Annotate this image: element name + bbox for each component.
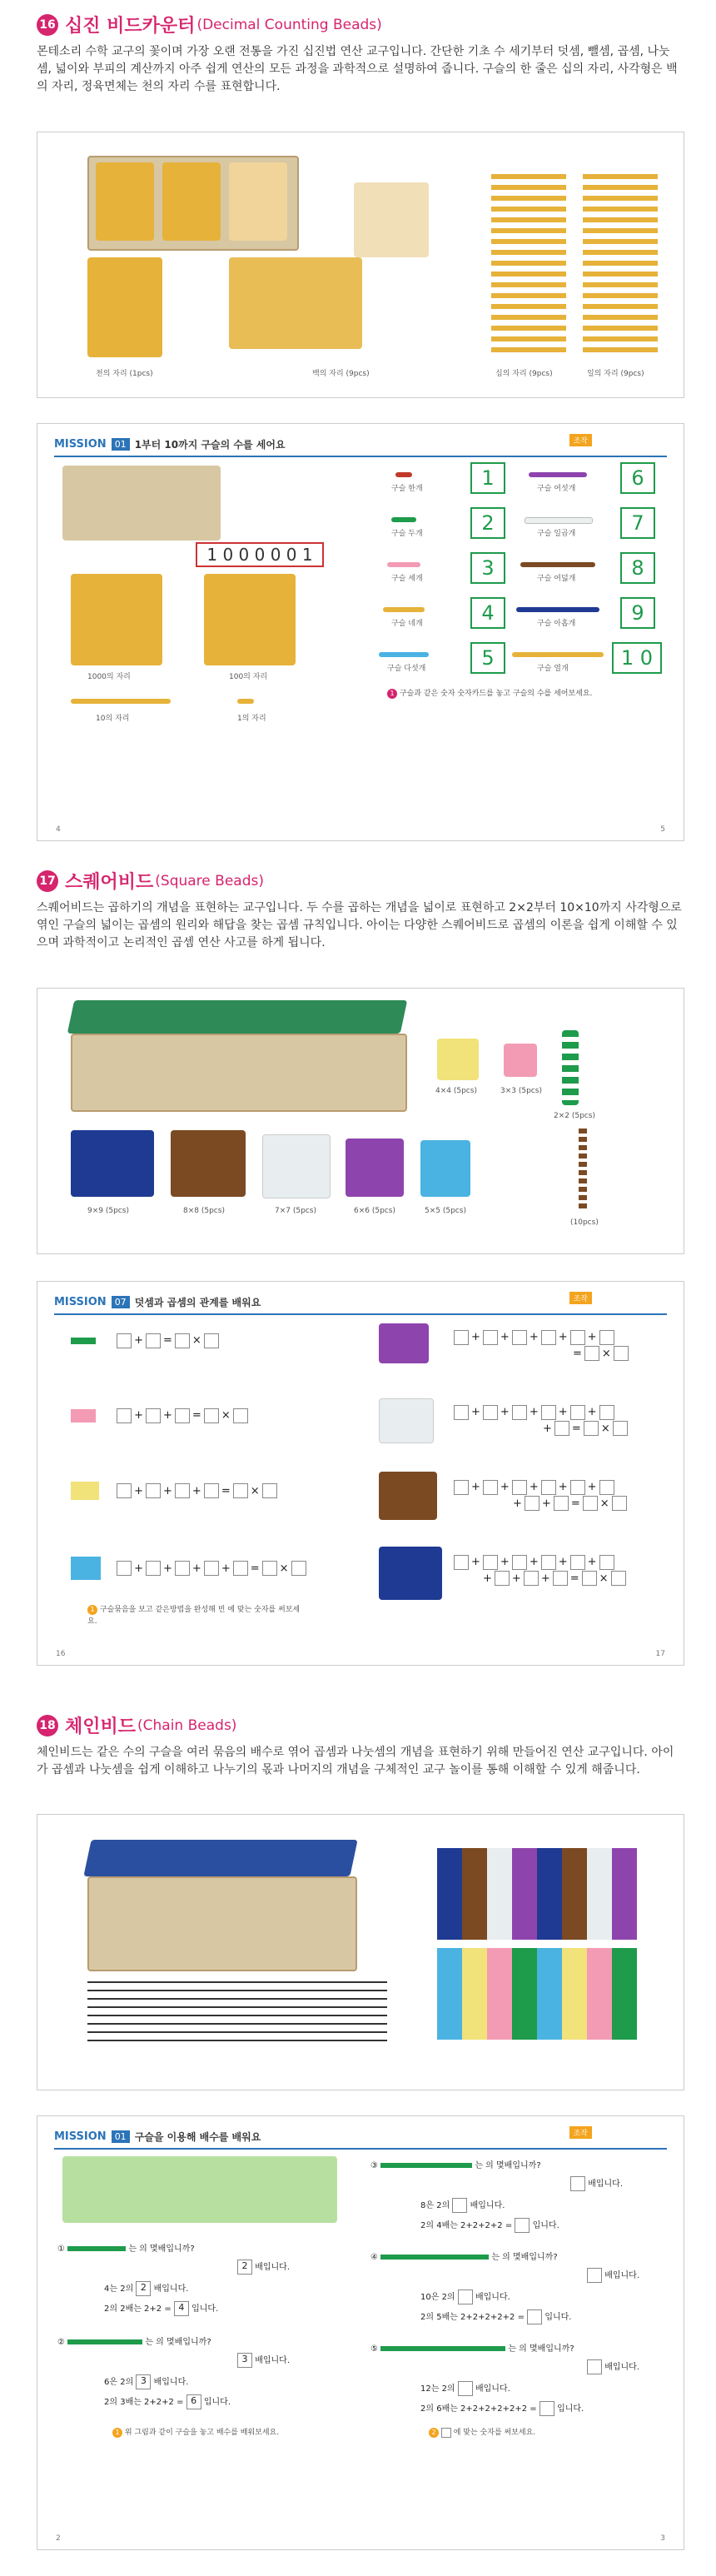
photo-label: 4×4 (5pcs) [435, 1087, 477, 1095]
photo-label: 천의 자리 (1pcs) [96, 370, 153, 378]
one-bead [237, 699, 254, 704]
bead-7 [525, 517, 593, 524]
bead-box [71, 1034, 407, 1112]
photo-label: 3×3 (5pcs) [500, 1087, 542, 1095]
section-title-text: 십진 비드카운터 [65, 16, 196, 37]
square-2x2 [562, 1030, 579, 1105]
hundred-squares [229, 257, 362, 349]
mission-bar [54, 1290, 667, 1315]
number-card[interactable]: 6 [620, 462, 655, 494]
hint: 1 위 그림과 같이 구슬을 놓고 배수를 배워보세요. [112, 2426, 279, 2438]
section-18-title [37, 1712, 236, 1738]
square-8x8 [171, 1130, 246, 1197]
bead-label: 구슬 여덟개 [537, 575, 576, 583]
work-line: 2의 6배는 2+2+2+2+2+2 = 입니다. [420, 2401, 584, 2416]
mission-number: 07 [112, 1296, 130, 1308]
question-row: ⑤ 는 의 몇배입니까? [370, 2344, 574, 2354]
square-5x5 [420, 1140, 470, 1197]
bead-square [162, 162, 221, 241]
mission-title: 구슬을 이용해 배수를 배워요 [134, 2130, 261, 2143]
section-number: 17 [37, 870, 58, 892]
section-number: 18 [37, 1715, 58, 1736]
number-card[interactable]: 3 [470, 552, 505, 584]
square-8x8-img [379, 1472, 437, 1520]
page-number: 17 [655, 1650, 665, 1658]
equation-row: + + + + + + = × [454, 1403, 628, 1436]
product-photo-17 [37, 988, 684, 1254]
work-line: 10은 2의 배입니다. [420, 2290, 510, 2304]
number-card[interactable]: 1 0 [612, 642, 662, 674]
page-number: 4 [56, 825, 61, 834]
section-16-title [37, 12, 382, 37]
equation-row: + + + + = × [71, 1557, 306, 1580]
tag-badge: 조작 [569, 1292, 592, 1304]
photo-label: 6×6 (5pcs) [354, 1207, 395, 1215]
product-photo-18 [37, 1814, 684, 2090]
bead-bar-vertical [579, 1129, 587, 1212]
number-card[interactable]: 9 [620, 597, 655, 629]
work-line: 4는 2의 2 배입니다. [104, 2281, 188, 2296]
equation-row: + + + + + + + + = × [454, 1553, 626, 1586]
page-number: 2 [56, 2534, 61, 2543]
work-line: 2의 3배는 2+2+2 = 6 입니다. [104, 2394, 231, 2409]
hint-text: 구슬과 같은 숫자 숫자카드를 놓고 구슬의 수를 세어보세요. [399, 690, 593, 698]
bead-label: 구슬 일곱개 [537, 530, 576, 538]
answer-line: 배입니다. [587, 2268, 639, 2283]
section-title-text: 체인비드 [65, 1717, 137, 1737]
bead-box-image [62, 2156, 337, 2223]
bead-10 [512, 652, 604, 657]
square-4x4 [437, 1039, 479, 1080]
thousand-cube [87, 257, 162, 357]
photo-label: (10pcs) [570, 1218, 599, 1227]
ten-bar [71, 699, 171, 704]
square-6x6 [346, 1139, 404, 1197]
square-7x7-img [379, 1398, 434, 1443]
equation-row: + = × [71, 1332, 219, 1348]
page-number: 16 [56, 1650, 66, 1658]
bead-label: 구슬 한개 [391, 485, 423, 493]
mission-bar [54, 432, 667, 457]
work-line: 2의 2배는 2+2 = 4 입니다. [104, 2301, 218, 2316]
answer-line: 배입니다. [570, 2176, 623, 2191]
work-line: 6은 2의 3 배입니다. [104, 2374, 188, 2389]
number-card[interactable]: 2 [470, 507, 505, 539]
bead-label: 구슬 두개 [391, 530, 423, 538]
square-3x3 [504, 1044, 537, 1077]
tag-badge: 조작 [569, 2126, 592, 2139]
section-17-description: 스퀘어비드는 곱하기의 개념을 표현하는 교구입니다. 두 수를 곱하는 개념을 넓이로 표현하고 2×2부터 10×10까지 사각형으로 엮인 구슬의 넓이는 곱셈의 원리와 해답을 찾는 곱셈 규칙입니다. 아이는 다양한 스퀘어비드로 곱셈의 이론을 쉽게 이해할 수 있으며 과학적이고 논리적인 곱셈 연산 사고를 하게 됩니다. [37, 901, 682, 949]
hint [87, 1603, 304, 1626]
equation-row: + + + + + + + = × [454, 1478, 627, 1511]
section-18-description: 체인비드는 같은 수의 구슬을 여러 묶음의 배수로 엮어 곱셈과 나눗셈의 개념을 표현하기 위해 만들어진 연산 교구입니다. 아이가 곱셈과 나눗셈을 쉽게 이해하고 나누기의 몫과 나머지의 개념을 구체적인 교구 놀이를 통해 이해할 수 있게 해줍니다. [37, 1746, 674, 1776]
workbook-16 [37, 423, 684, 841]
chain-bundles [437, 1848, 637, 1940]
square-7x7 [262, 1134, 331, 1198]
cube-image [71, 574, 162, 665]
work-line: 12는 2의 배입니다. [420, 2381, 510, 2396]
bead-2 [391, 517, 416, 522]
tag-badge: 조작 [569, 434, 592, 446]
square-6x6-img [379, 1323, 429, 1363]
bead-8 [520, 562, 595, 567]
question-row: ③ 는 의 몇배입니까? [370, 2161, 541, 2170]
hint [387, 687, 637, 699]
bead-bars [229, 162, 287, 241]
work-line: 2의 4배는 2+2+2+2 = 입니다. [420, 2218, 559, 2233]
hint-number: 1 [87, 1605, 97, 1615]
place-label: 10의 자리 [96, 715, 130, 723]
bead-label: 구슬 열개 [537, 665, 569, 673]
answer-line: 3 배입니다. [237, 2353, 290, 2368]
mission-title: 덧셈과 곱셈의 관계를 배워요 [134, 1296, 261, 1308]
bead-bag [354, 182, 429, 257]
question-row: ④ 는 의 몇배입니까? [370, 2253, 558, 2262]
bead-label: 구슬 아홉개 [537, 620, 576, 628]
mission-bar [54, 2125, 667, 2150]
square-9x9-img [379, 1547, 442, 1600]
one-beads [583, 174, 658, 357]
mission-logo: MISSION [54, 437, 107, 451]
box-lid [67, 1000, 408, 1034]
section-16-description: 몬테소리 수학 교구의 꽃이며 가장 오랜 전통을 가진 십진법 연산 교구입니다. 간단한 기초 수 세기부터 덧셈, 뺄셈, 곱셈, 나눗셈, 넓이와 부피의 계산까지 아주 쉽게 연산의 모든 과정을 과학적으로 설명하여 줍니다. 구슬의 한 줄은 십의 자리, 사각형은 백의 자리, 정육면체는 천의 자리 수를 표현합니다. [37, 45, 678, 93]
section-number: 16 [37, 14, 58, 36]
bead-9 [516, 607, 599, 612]
photo-label: 5×5 (5pcs) [425, 1207, 466, 1215]
photo-label: 십의 자리 (9pcs) [495, 370, 553, 378]
mission-logo: MISSION [54, 1295, 107, 1308]
number-card[interactable]: 1 [470, 462, 505, 494]
bead-label: 구슬 네개 [391, 620, 423, 628]
work-line: 8은 2의 배입니다. [420, 2198, 505, 2213]
number-card[interactable]: 4 [470, 597, 505, 629]
product-photo-16 [37, 132, 684, 398]
number-card[interactable]: 5 [470, 642, 505, 674]
workbook-17 [37, 1281, 684, 1666]
section-subtitle: (Decimal Counting Beads) [196, 16, 382, 33]
equation-row: + + + = × [71, 1482, 277, 1500]
question-row: ① 는 의 몇배입니까? [57, 2245, 195, 2254]
equation-row: + + = × [71, 1407, 248, 1423]
photo-label: 7×7 (5pcs) [275, 1207, 316, 1215]
hint-text: 구슬묶음을 보고 같은방법을 완성해 빈 에 맞는 숫자를 써보세요. [87, 1606, 301, 1626]
bead-label: 구슬 세개 [391, 575, 423, 583]
bead-6 [529, 472, 587, 477]
section-17-title [37, 868, 264, 894]
page-number: 3 [660, 2534, 665, 2543]
ten-bars [491, 174, 566, 357]
workbook-18 [37, 2115, 684, 2550]
bead-3 [387, 562, 420, 567]
square-9x9 [71, 1130, 154, 1197]
photo-label: 2×2 (5pcs) [554, 1112, 595, 1120]
mission-title: 1부터 10까지 구슬의 수를 세어요 [134, 438, 286, 451]
answer-line: 배입니다. [587, 2359, 639, 2374]
page-number: 5 [660, 825, 665, 834]
bead-4 [383, 607, 425, 612]
mission-logo: MISSION [54, 2130, 107, 2143]
box-lid [83, 1840, 357, 1876]
bead-label: 구슬 다섯개 [387, 665, 426, 673]
square-image [204, 574, 296, 665]
place-label: 100의 자리 [229, 673, 268, 681]
bead-box [87, 1876, 357, 1971]
photo-label: 일의 자리 (9pcs) [587, 370, 644, 378]
hint: 2 에 맞는 숫자를 써보세요. [429, 2426, 535, 2438]
hint-number: 1 [387, 689, 397, 699]
photo-label: 백의 자리 (9pcs) [312, 370, 370, 378]
bead-cube [96, 162, 154, 241]
answer-line: 2 배입니다. [237, 2260, 290, 2275]
bead-label: 구슬 여섯개 [537, 485, 576, 493]
number-counter: 1 0 0 0 0 0 1 [196, 542, 324, 567]
question-row: ② 는 의 몇배입니까? [57, 2338, 211, 2347]
bead-5 [379, 652, 429, 657]
place-label: 1의 자리 [237, 715, 266, 723]
section-subtitle: (Square Beads) [155, 872, 264, 889]
mission-number: 01 [112, 2130, 130, 2143]
chain-bundles [437, 1948, 637, 2040]
bead-1 [395, 472, 412, 477]
number-card[interactable]: 8 [620, 552, 655, 584]
tray-image [62, 466, 221, 541]
photo-label: 9×9 (5pcs) [87, 1207, 129, 1215]
mission-number: 01 [112, 438, 130, 451]
equation-row: + + + + + = × [454, 1328, 629, 1361]
section-subtitle: (Chain Beads) [137, 1717, 237, 1734]
chain-lines [87, 1981, 387, 2048]
number-card[interactable]: 7 [620, 507, 655, 539]
question-text: 는 의 몇배입니까? [128, 2245, 195, 2254]
place-label: 1000의 자리 [87, 673, 131, 681]
photo-label: 8×8 (5pcs) [183, 1207, 225, 1215]
work-line: 2의 5배는 2+2+2+2+2 = 입니다. [420, 2309, 572, 2324]
section-title-text: 스퀘어비드 [65, 872, 154, 893]
